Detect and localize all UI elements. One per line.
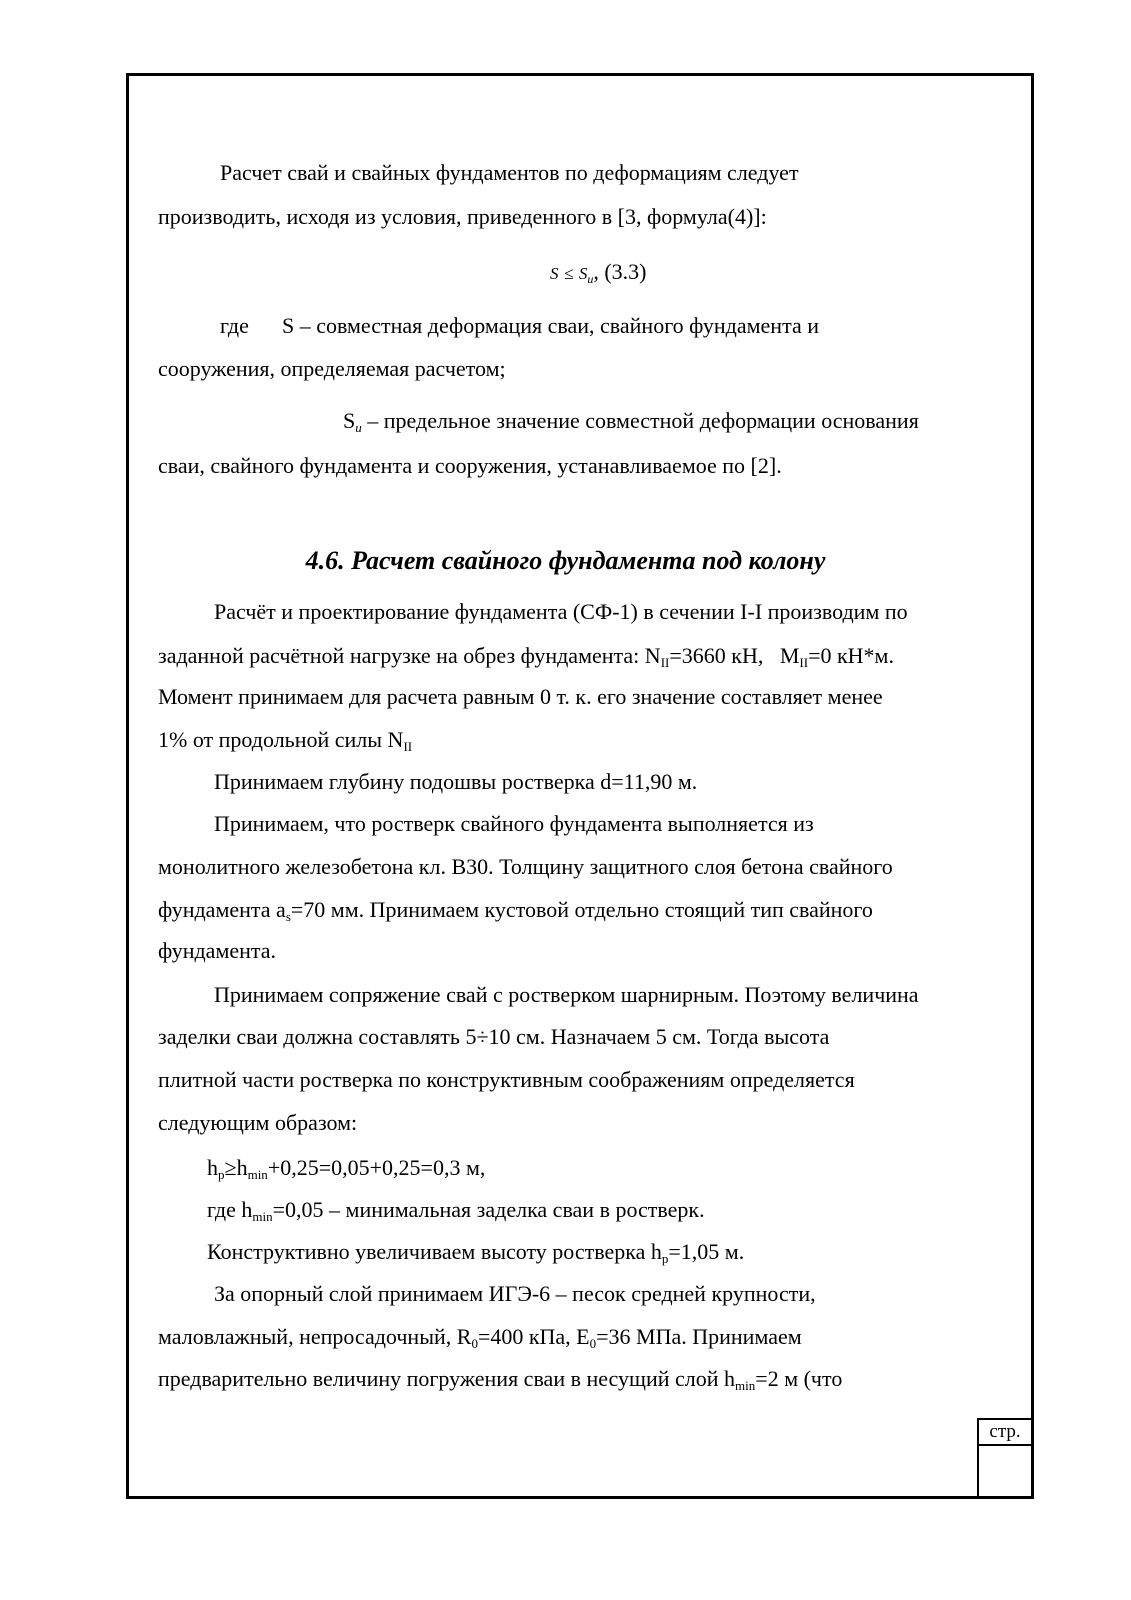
definition-su-cont: сваи, свайного фундамента и сооружения, устанавливаемое по [2].	[158, 453, 782, 478]
page-number-stamp	[977, 1418, 1031, 1496]
paragraph-line: Принимаем сопряжение свай с ростверком шарнирным. Поэтому величина	[214, 982, 919, 1007]
definition-s: S – совместная деформация сваи, свайного фундамента и	[282, 313, 820, 338]
paragraph-line: производить, исходя из условия, приведенного в [3, формула(4)]:	[158, 204, 767, 229]
paragraph-line: 1% от продольной силы $N_{II}$	[158, 727, 413, 754]
formula-note: где $h_{min}=0,05$ – минимальная заделка сваи в ростверк.	[207, 1197, 705, 1224]
where-label: где	[220, 313, 249, 338]
paragraph-line: Принимаем, что ростверк свайного фундамента выполняется из	[214, 811, 814, 836]
formula-3-3	[550, 259, 647, 286]
paragraph-line: Конструктивно увеличиваем высоту ростверка $h_p=1,05$ м.	[207, 1239, 745, 1266]
paragraph-line: фундамента.	[158, 938, 277, 963]
paragraph-line: Момент принимаем для расчета равным 0 т. к. его значение составляет менее	[158, 684, 883, 709]
formula-s: S	[550, 264, 559, 283]
section-heading: 4.6. Расчет свайного фундамента под колону	[305, 546, 826, 575]
paragraph-line: заделки сваи должна составлять 5÷10 см. Назначаем 5 см. Тогда высота	[158, 1024, 830, 1049]
page-number-label: стр.	[989, 1421, 1021, 1442]
su-var: S	[343, 408, 356, 433]
paragraph-line: Расчет свай и свайных фундаментов по деформациям следует	[220, 160, 799, 185]
stamp-divider	[979, 1444, 1031, 1446]
paragraph-line: заданной расчётной нагрузке на обрез фундамента: $N_{II}=3660$ кН, $M_{II}=0$ кН*м.	[158, 643, 894, 670]
paragraph-line: Принимаем глубину подошвы ростверка d=11,90 м.	[214, 769, 698, 794]
formula-number: (3.3)	[604, 259, 647, 284]
definition-su	[343, 408, 919, 435]
definition-s-cont: сооружения, определяемая расчетом;	[158, 356, 506, 381]
paragraph-line: маловлажный, непросадочный, $R_0=400$ кПа, $E_0=36$ МПа. Принимаем	[158, 1324, 802, 1351]
paragraph-line: следующим образом:	[158, 1110, 358, 1135]
paragraph-line: фундамента $a_s=70$ мм. Принимаем кустовой отдельно стоящий тип свайного	[158, 897, 873, 924]
formula-su-sub: u	[587, 272, 594, 286]
paragraph-line: монолитного железобетона кл. В30. Толщину защитного слоя бетона свайного	[158, 854, 893, 879]
su-text: – предельное значение совместной деформации основания	[361, 408, 919, 433]
formula-line: $h_p\ge h_{min}+0,25=0,05+0,25=0,3$ м,	[207, 1155, 486, 1182]
paragraph-line: предварительно величину погружения сваи в несущий слой $h_{min}=2$ м (что	[158, 1366, 843, 1393]
paragraph-line: За опорный слой принимаем ИГЭ-6 – песок средней крупности,	[214, 1281, 816, 1306]
formula-comma: ,	[593, 259, 599, 284]
paragraph-line: Расчёт и проектирование фундамента (СФ-1) в сечении I-I производим по	[214, 599, 908, 624]
paragraph-line: плитной части ростверка по конструктивным соображениям определяется	[158, 1067, 855, 1092]
su-sub: u	[355, 420, 362, 435]
formula-le: ≤	[564, 264, 574, 283]
formula-su: S	[578, 264, 588, 283]
